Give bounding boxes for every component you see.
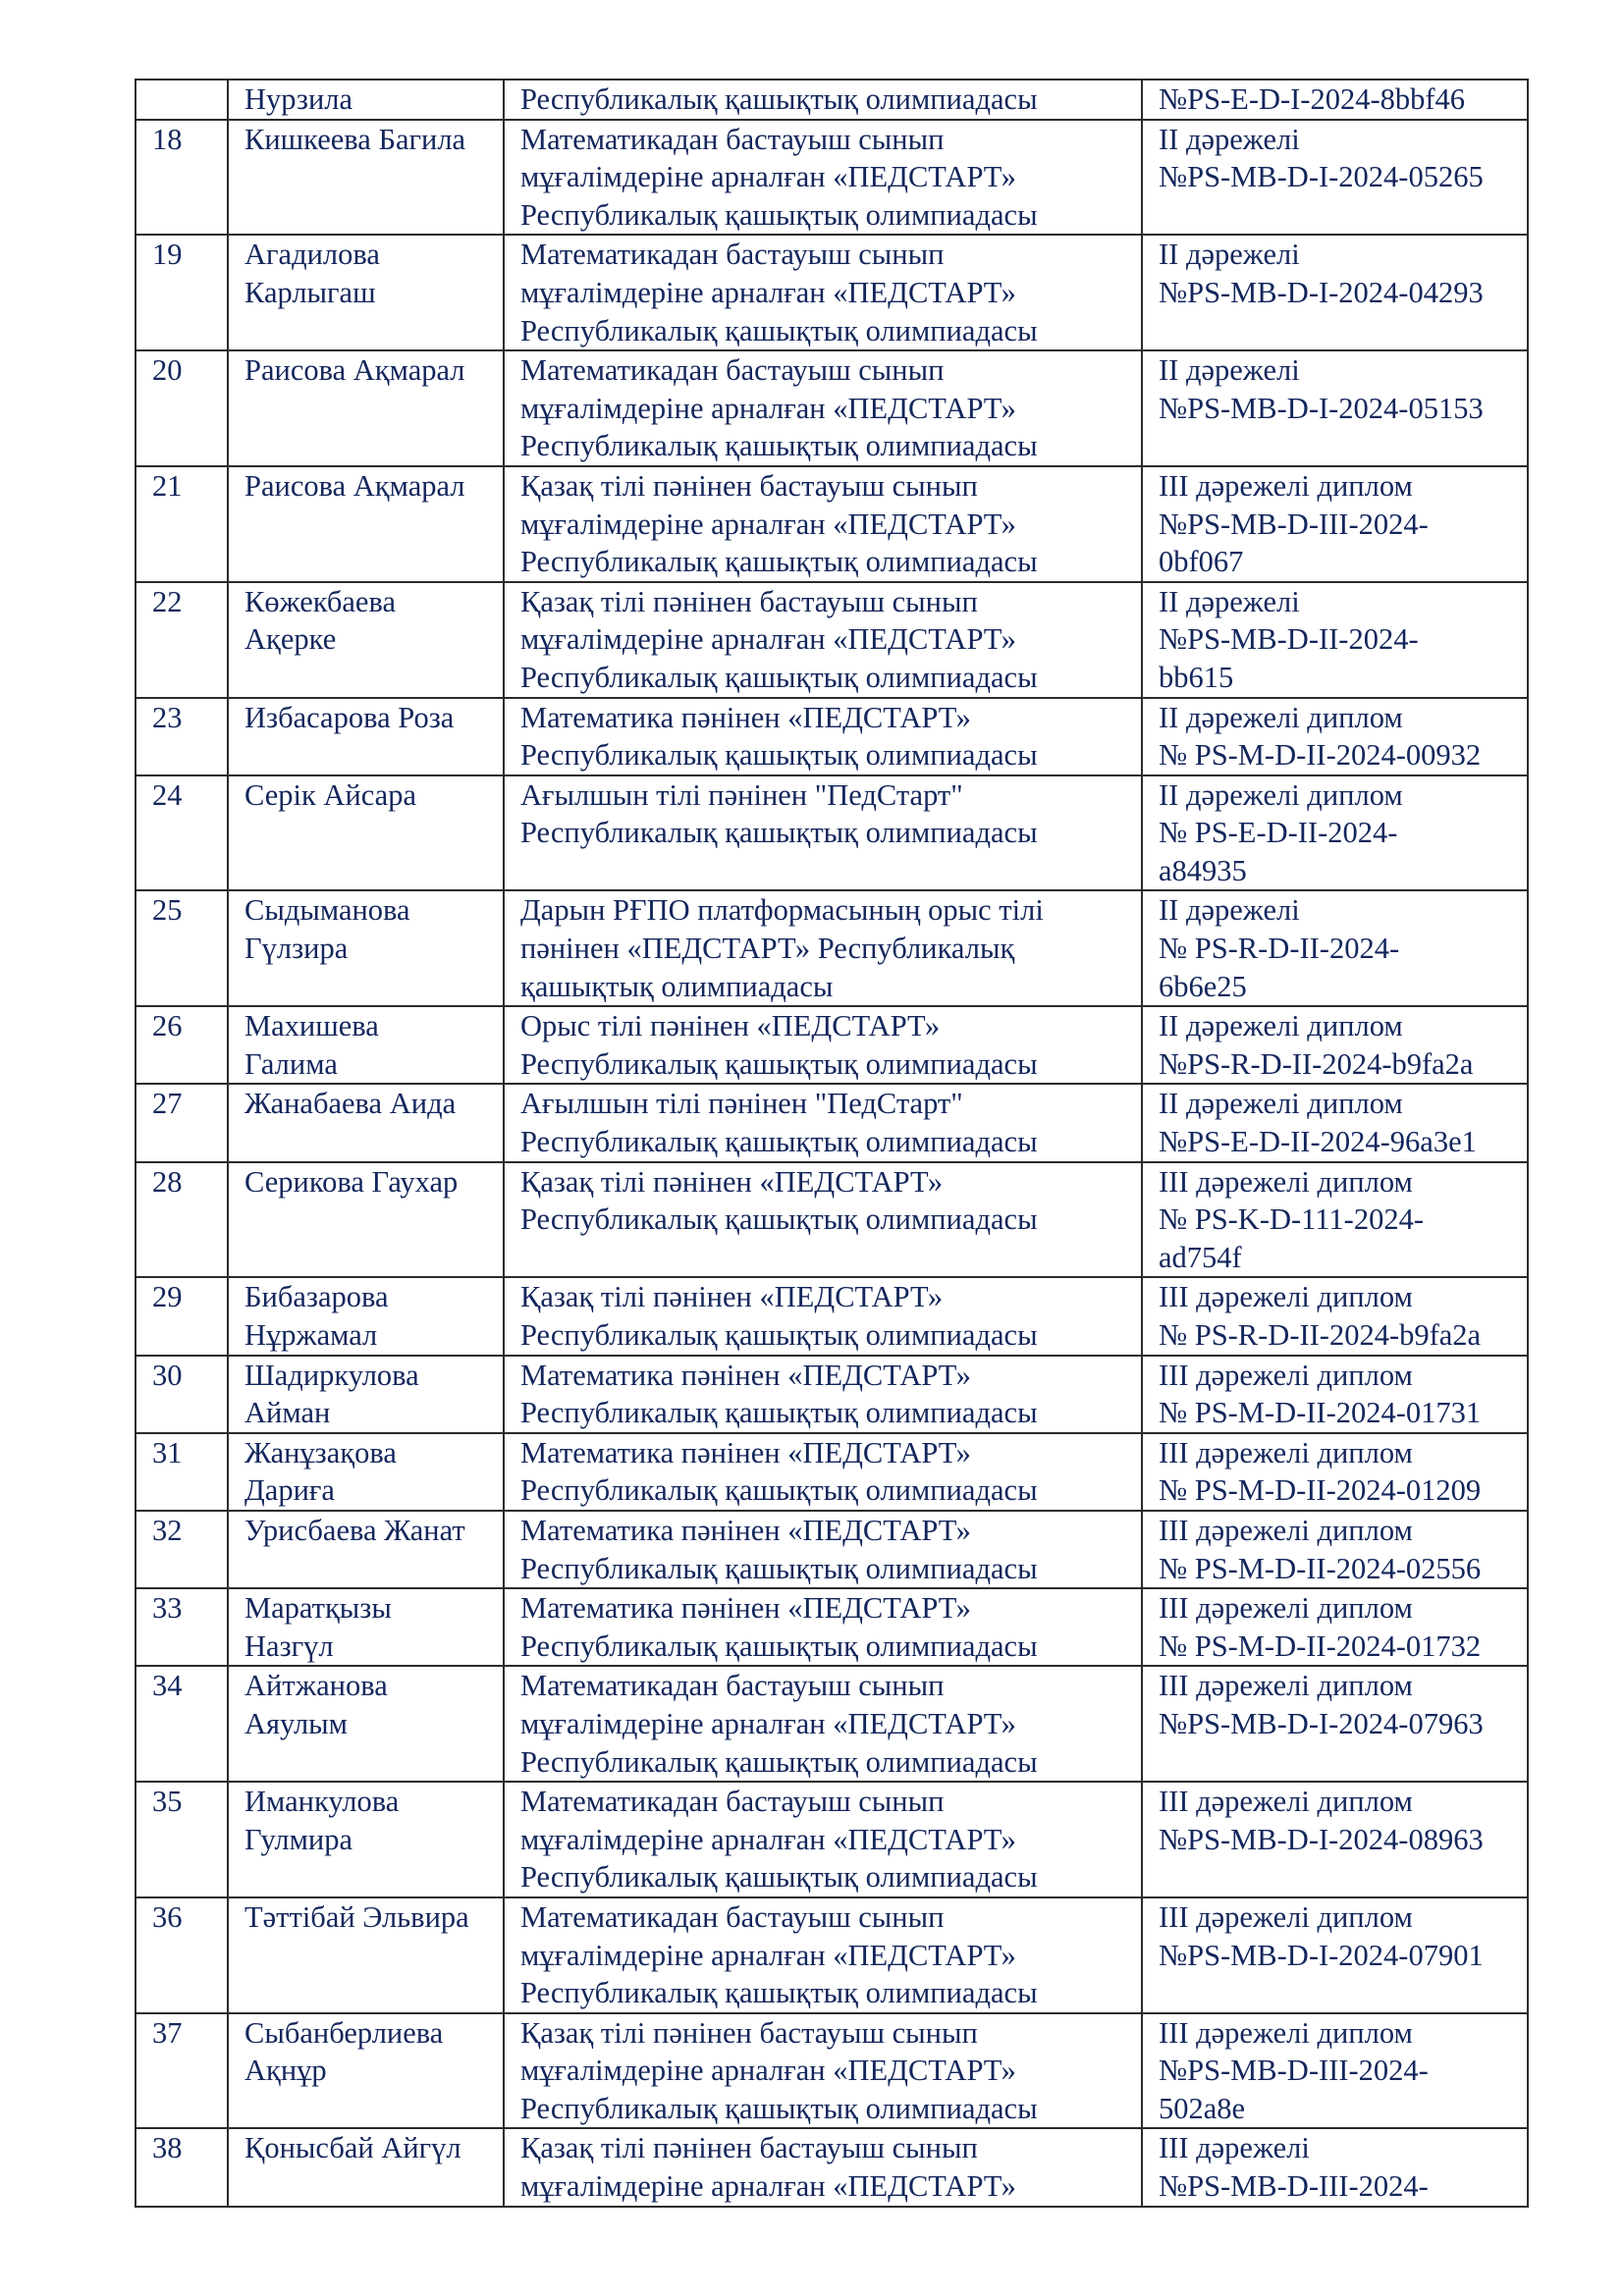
table-row <box>135 1897 1528 2013</box>
olympiad-title-line: Математикадан бастауыш сынып <box>520 122 945 156</box>
participant-name-line: Серік Айсара <box>244 777 417 812</box>
row-number: 34 <box>152 1669 183 1703</box>
participant-name-line: Урисбаева Жанат <box>244 1513 465 1547</box>
award-diploma-line: III дәрежелі диплом <box>1159 468 1413 503</box>
olympiad-title-line: Орыс тілі пәнінен «ПЕДСТАРТ» <box>520 1009 941 1043</box>
table-row <box>135 1277 1528 1355</box>
participant-name-line: Гүлзира <box>244 932 349 966</box>
award-diploma-cell <box>1142 1006 1528 1084</box>
award-diploma-line: №PS-MB-D-III-2024- <box>1159 507 1429 541</box>
row-number: 18 <box>152 122 183 156</box>
participant-name-line: Жанұзақова <box>244 1435 397 1469</box>
participant-name-line: Көжекбаева <box>244 584 396 618</box>
table-row <box>135 235 1528 350</box>
award-diploma-line: №PS-MB-D-I-2024-07963 <box>1159 1706 1484 1740</box>
row-number-cell <box>135 1084 228 1161</box>
participant-name-line: Гулмира <box>244 1822 353 1856</box>
row-number-cell <box>135 120 228 236</box>
participant-name-line: Серикова Гаухар <box>244 1164 459 1199</box>
award-diploma-line: III дәрежелі диплом <box>1159 1164 1413 1199</box>
olympiad-title-line: Математикадан бастауыш сынып <box>520 1785 945 1819</box>
olympiad-title-line: Математика пәнінен «ПЕДСТАРТ» <box>520 1358 971 1392</box>
participant-name-cell <box>228 1897 504 2013</box>
row-number-cell <box>135 582 228 698</box>
award-diploma-cell <box>1142 235 1528 350</box>
olympiad-title-line: мұғалімдеріне арналған «ПЕДСТАРТ» <box>520 1938 1016 1972</box>
award-diploma-line: III дәрежелі диплом <box>1159 2015 1413 2050</box>
olympiad-title-cell <box>504 1897 1142 2013</box>
table-row <box>135 1511 1528 1588</box>
olympiad-title-cell <box>504 1433 1142 1511</box>
row-number: 33 <box>152 1591 183 1626</box>
olympiad-title-line: Республикалық қашықтық олимпиадасы <box>520 1318 1038 1352</box>
participant-name-cell <box>228 80 504 120</box>
participant-name-cell <box>228 235 504 350</box>
row-number-cell <box>135 466 228 582</box>
table-row <box>135 1006 1528 1084</box>
row-number-cell <box>135 890 228 1006</box>
award-diploma-cell <box>1142 466 1528 582</box>
olympiad-title-line: Республикалық қашықтық олимпиадасы <box>520 1396 1038 1430</box>
row-number-cell <box>135 1588 228 1666</box>
award-diploma-cell <box>1142 1588 1528 1666</box>
award-diploma-cell <box>1142 1511 1528 1588</box>
award-diploma-line: №PS-MB-D-I-2024-04293 <box>1159 275 1484 309</box>
row-number-cell <box>135 2013 228 2129</box>
award-diploma-line: № PS-R-D-II-2024-b9fa2a <box>1159 1318 1482 1352</box>
award-diploma-line: № PS-M-D-II-2024-02556 <box>1159 1551 1482 1585</box>
olympiad-title-line: мұғалімдеріне арналған «ПЕДСТАРТ» <box>520 1822 1016 1856</box>
award-diploma-line: 0bf067 <box>1159 545 1244 579</box>
olympiad-title-cell <box>504 1006 1142 1084</box>
award-diploma-line: №PS-MB-D-I-2024-07901 <box>1159 1938 1484 1972</box>
participant-name-cell <box>228 1162 504 1278</box>
olympiad-title-cell <box>504 1277 1142 1355</box>
olympiad-title-line: Ағылшын тілі пәнінен "ПедСтарт" <box>520 777 963 812</box>
participant-name-line: Айтжанова <box>244 1669 388 1703</box>
participant-name-cell <box>228 1782 504 1897</box>
olympiad-title-line: Республикалық қашықтық олимпиадасы <box>520 2091 1038 2125</box>
olympiad-title-line: Қазақ тілі пәнінен «ПЕДСТАРТ» <box>520 1164 944 1199</box>
olympiad-title-line: Математика пәнінен «ПЕДСТАРТ» <box>520 1435 971 1469</box>
olympiad-title-cell <box>504 1511 1142 1588</box>
award-diploma-line: III дәрежелі диплом <box>1159 1280 1413 1314</box>
award-diploma-line: №PS-R-D-II-2024-b9fa2a <box>1159 1046 1474 1081</box>
participant-name-line: Ақерке <box>244 622 337 657</box>
award-diploma-line: III дәрежелі <box>1159 2131 1310 2165</box>
participant-name-cell <box>228 1084 504 1161</box>
olympiad-title-line: пәнінен «ПЕДСТАРТ» Республикалық <box>520 932 1015 966</box>
participant-name-cell <box>228 698 504 775</box>
participant-name-line: Нұржамал <box>244 1318 378 1352</box>
row-number: 35 <box>152 1785 183 1819</box>
row-number: 27 <box>152 1087 183 1121</box>
award-diploma-cell <box>1142 1356 1528 1433</box>
olympiad-title-line: Республикалық қашықтық олимпиадасы <box>520 816 1038 850</box>
olympiad-title-line: Республикалық қашықтық олимпиадасы <box>520 1046 1038 1081</box>
award-diploma-line: II дәрежелі диплом <box>1159 1087 1403 1121</box>
award-diploma-line: № PS-R-D-II-2024- <box>1159 932 1400 966</box>
award-diploma-cell <box>1142 890 1528 1006</box>
table-row <box>135 2128 1528 2206</box>
olympiad-title-line: Республикалық қашықтық олимпиадасы <box>520 1473 1038 1508</box>
table-row <box>135 890 1528 1006</box>
award-diploma-line: ad754f <box>1159 1240 1242 1274</box>
olympiad-title-line: Ағылшын тілі пәнінен "ПедСтарт" <box>520 1087 963 1121</box>
olympiad-title-cell <box>504 2013 1142 2129</box>
participant-name-line: Айман <box>244 1396 331 1430</box>
row-number: 20 <box>152 353 183 388</box>
table-row <box>135 80 1528 120</box>
award-diploma-cell <box>1142 1084 1528 1161</box>
award-diploma-line: III дәрежелі диплом <box>1159 1591 1413 1626</box>
row-number: 30 <box>152 1358 183 1392</box>
award-diploma-line: №PS-MB-D-III-2024- <box>1159 2169 1429 2204</box>
row-number-cell <box>135 350 228 466</box>
table-row <box>135 1162 1528 1278</box>
olympiad-title-cell <box>504 1588 1142 1666</box>
olympiad-title-line: қашықтық олимпиадасы <box>520 969 834 1003</box>
participant-name-line: Шадиркулова <box>244 1358 419 1392</box>
award-diploma-line: a84935 <box>1159 853 1247 887</box>
row-number: 21 <box>152 468 183 503</box>
table-row <box>135 1356 1528 1433</box>
participant-name-line: Раисова Ақмарал <box>244 353 465 388</box>
participant-name-cell <box>228 1356 504 1433</box>
row-number-cell <box>135 1006 228 1084</box>
olympiad-title-line: Республикалық қашықтық олимпиадасы <box>520 313 1038 347</box>
table-row <box>135 775 1528 891</box>
award-diploma-cell <box>1142 1162 1528 1278</box>
award-diploma-line: III дәрежелі диплом <box>1159 1669 1413 1703</box>
row-number: 31 <box>152 1435 183 1469</box>
row-number: 29 <box>152 1280 183 1314</box>
olympiad-title-cell <box>504 2128 1142 2206</box>
participant-name-line: Галима <box>244 1046 338 1081</box>
row-number-cell <box>135 235 228 350</box>
olympiad-title-line: Республикалық қашықтық олимпиадасы <box>520 82 1038 116</box>
award-diploma-cell <box>1142 582 1528 698</box>
olympiad-title-line: Республикалық қашықтық олимпиадасы <box>520 197 1038 232</box>
award-diploma-cell <box>1142 1277 1528 1355</box>
olympiad-title-line: Математика пәнінен «ПЕДСТАРТ» <box>520 700 971 734</box>
participant-name-cell <box>228 1511 504 1588</box>
row-number: 36 <box>152 1899 183 1934</box>
row-number: 37 <box>152 2015 183 2050</box>
row-number: 25 <box>152 893 183 928</box>
olympiad-title-line: мұғалімдеріне арналған «ПЕДСТАРТ» <box>520 391 1016 425</box>
olympiad-title-line: Республикалық қашықтық олимпиадасы <box>520 660 1038 694</box>
olympiad-title-cell <box>504 1084 1142 1161</box>
olympiad-title-cell <box>504 1356 1142 1433</box>
participant-name-line: Кишкеева Багила <box>244 122 466 156</box>
award-diploma-line: 502a8e <box>1159 2091 1246 2125</box>
table-row <box>135 1588 1528 1666</box>
row-number: 38 <box>152 2131 183 2165</box>
participant-name-line: Избасарова Роза <box>244 700 455 734</box>
participant-name-cell <box>228 350 504 466</box>
olympiad-title-cell <box>504 1666 1142 1782</box>
row-number-cell <box>135 1897 228 2013</box>
olympiad-title-line: Математикадан бастауыш сынып <box>520 1669 945 1703</box>
row-number-cell <box>135 1666 228 1782</box>
participant-name-line: Нурзила <box>244 82 353 116</box>
participant-name-line: Сыдыманова <box>244 893 410 928</box>
table-row <box>135 1084 1528 1161</box>
award-diploma-line: 6b6e25 <box>1159 969 1247 1003</box>
award-diploma-line: II дәрежелі <box>1159 238 1300 272</box>
olympiad-title-cell <box>504 890 1142 1006</box>
olympiad-title-line: Қазақ тілі пәнінен бастауыш сынып <box>520 584 978 618</box>
olympiad-title-line: мұғалімдеріне арналған «ПЕДСТАРТ» <box>520 2054 1016 2088</box>
award-diploma-line: III дәрежелі диплом <box>1159 1899 1413 1934</box>
olympiad-title-cell <box>504 582 1142 698</box>
olympiad-title-line: Қазақ тілі пәнінен бастауыш сынып <box>520 2015 978 2050</box>
row-number: 26 <box>152 1009 183 1043</box>
olympiad-title-line: мұғалімдеріне арналған «ПЕДСТАРТ» <box>520 622 1016 657</box>
row-number: 28 <box>152 1164 183 1199</box>
award-diploma-cell <box>1142 1782 1528 1897</box>
participant-name-cell <box>228 1006 504 1084</box>
table-row <box>135 120 1528 236</box>
row-number-cell <box>135 698 228 775</box>
row-number-cell <box>135 1511 228 1588</box>
olympiad-title-cell <box>504 120 1142 236</box>
table-row <box>135 2013 1528 2129</box>
award-diploma-line: bb615 <box>1159 660 1234 694</box>
olympiad-title-line: мұғалімдеріне арналған «ПЕДСТАРТ» <box>520 507 1016 541</box>
olympiad-title-line: Қазақ тілі пәнінен бастауыш сынып <box>520 2131 978 2165</box>
olympiad-title-line: Республикалық қашықтық олимпиадасы <box>520 1125 1038 1159</box>
award-diploma-line: II дәрежелі <box>1159 584 1300 618</box>
olympiad-title-line: Дарын РҒПО платформасының орыс тілі <box>520 893 1044 928</box>
olympiad-title-cell <box>504 235 1142 350</box>
olympiad-title-line: Республикалық қашықтық олимпиадасы <box>520 738 1038 773</box>
award-diploma-line: № PS-M-D-II-2024-00932 <box>1159 738 1482 773</box>
olympiad-title-line: Республикалық қашықтық олимпиадасы <box>520 429 1038 463</box>
award-diploma-cell <box>1142 698 1528 775</box>
participant-name-line: Бибазарова <box>244 1280 389 1314</box>
participant-name-line: Сыбанберлиева <box>244 2015 444 2050</box>
olympiad-title-line: мұғалімдеріне арналған «ПЕДСТАРТ» <box>520 1706 1016 1740</box>
participant-name-line: Раисова Ақмарал <box>244 468 465 503</box>
olympiad-title-line: Республикалық қашықтық олимпиадасы <box>520 1860 1038 1895</box>
participant-name-cell <box>228 2013 504 2129</box>
olympiad-title-line: Республикалық қашықтық олимпиадасы <box>520 1976 1038 2010</box>
row-number: 32 <box>152 1513 183 1547</box>
table-row <box>135 1782 1528 1897</box>
row-number-cell <box>135 80 228 120</box>
participant-name-line: Назгүл <box>244 1629 334 1663</box>
row-number-cell <box>135 1356 228 1433</box>
table-row <box>135 582 1528 698</box>
award-diploma-cell <box>1142 1433 1528 1511</box>
participant-name-line: Жанабаева Аида <box>244 1087 457 1121</box>
participant-name-line: Агадилова <box>244 238 380 272</box>
award-diploma-cell <box>1142 80 1528 120</box>
participant-name-cell <box>228 466 504 582</box>
award-diploma-cell <box>1142 350 1528 466</box>
olympiad-title-line: Республикалық қашықтық олимпиадасы <box>520 1202 1038 1237</box>
participant-name-line: Карлыгаш <box>244 275 376 309</box>
award-diploma-line: № PS-M-D-II-2024-01731 <box>1159 1396 1482 1430</box>
award-diploma-line: №PS-MB-D-III-2024- <box>1159 2054 1429 2088</box>
award-diploma-cell <box>1142 775 1528 891</box>
olympiad-title-line: Республикалық қашықтық олимпиадасы <box>520 1629 1038 1663</box>
award-table-body <box>135 80 1528 2207</box>
olympiad-title-line: Математика пәнінен «ПЕДСТАРТ» <box>520 1513 971 1547</box>
row-number-cell <box>135 1782 228 1897</box>
olympiad-title-line: мұғалімдеріне арналған «ПЕДСТАРТ» <box>520 160 1016 194</box>
award-diploma-cell <box>1142 2128 1528 2206</box>
table-row <box>135 1433 1528 1511</box>
row-number-cell <box>135 1433 228 1511</box>
olympiad-title-cell <box>504 350 1142 466</box>
participant-name-cell <box>228 890 504 1006</box>
row-number-cell <box>135 1277 228 1355</box>
award-diploma-line: №PS-MB-D-I-2024-05153 <box>1159 391 1484 425</box>
participant-name-line: Ақнұр <box>244 2054 327 2088</box>
olympiad-title-line: мұғалімдеріне арналған «ПЕДСТАРТ» <box>520 2169 1016 2204</box>
award-diploma-line: II дәрежелі диплом <box>1159 777 1403 812</box>
participant-name-line: Қонысбай Айгүл <box>244 2131 461 2165</box>
award-diploma-line: III дәрежелі диплом <box>1159 1435 1413 1469</box>
olympiad-title-line: Қазақ тілі пәнінен бастауыш сынып <box>520 468 978 503</box>
olympiad-title-line: Республикалық қашықтық олимпиадасы <box>520 1551 1038 1585</box>
participant-name-cell <box>228 2128 504 2206</box>
award-diploma-line: II дәрежелі <box>1159 893 1300 928</box>
table-row <box>135 350 1528 466</box>
award-diploma-line: № PS-K-D-111-2024- <box>1159 1202 1424 1237</box>
row-number: 22 <box>152 584 183 618</box>
row-number-cell <box>135 775 228 891</box>
olympiad-title-cell <box>504 698 1142 775</box>
olympiad-title-line: Математикадан бастауыш сынып <box>520 353 945 388</box>
olympiad-title-cell <box>504 1162 1142 1278</box>
olympiad-title-cell <box>504 1782 1142 1897</box>
award-diploma-cell <box>1142 120 1528 236</box>
row-number: 19 <box>152 238 183 272</box>
participant-name-cell <box>228 1666 504 1782</box>
award-diploma-line: II дәрежелі диплом <box>1159 1009 1403 1043</box>
row-number-cell <box>135 2128 228 2206</box>
participant-name-cell <box>228 1277 504 1355</box>
olympiad-title-line: Республикалық қашықтық олимпиадасы <box>520 545 1038 579</box>
award-diploma-line: №PS-E-D-I-2024-8bbf46 <box>1159 82 1466 116</box>
participant-name-line: Махишева <box>244 1009 379 1043</box>
participant-name-cell <box>228 1588 504 1666</box>
table-row <box>135 698 1528 775</box>
participant-name-line: Иманкулова <box>244 1785 400 1819</box>
olympiad-title-cell <box>504 466 1142 582</box>
participant-name-cell <box>228 775 504 891</box>
award-diploma-cell <box>1142 1666 1528 1782</box>
participant-name-cell <box>228 582 504 698</box>
award-diploma-cell <box>1142 1897 1528 2013</box>
award-diploma-line: № PS-M-D-II-2024-01209 <box>1159 1473 1482 1508</box>
award-table <box>135 79 1529 2208</box>
award-diploma-line: № PS-M-D-II-2024-01732 <box>1159 1629 1482 1663</box>
award-diploma-line: III дәрежелі диплом <box>1159 1785 1413 1819</box>
row-number: 24 <box>152 777 183 812</box>
participant-name-line: Дариға <box>244 1473 335 1508</box>
award-diploma-line: № PS-E-D-II-2024- <box>1159 816 1398 850</box>
olympiad-title-line: мұғалімдеріне арналған «ПЕДСТАРТ» <box>520 275 1016 309</box>
participant-name-line: Аяулым <box>244 1706 348 1740</box>
olympiad-title-cell <box>504 80 1142 120</box>
participant-name-cell <box>228 120 504 236</box>
award-diploma-line: III дәрежелі диплом <box>1159 1513 1413 1547</box>
participant-name-line: Тәттібай Эльвира <box>244 1899 469 1934</box>
olympiad-title-line: Математикадан бастауыш сынып <box>520 1899 945 1934</box>
award-diploma-line: II дәрежелі диплом <box>1159 700 1403 734</box>
table-row <box>135 466 1528 582</box>
olympiad-title-line: Республикалық қашықтық олимпиадасы <box>520 1744 1038 1779</box>
row-number: 23 <box>152 700 183 734</box>
olympiad-title-cell <box>504 775 1142 891</box>
olympiad-title-line: Математикадан бастауыш сынып <box>520 238 945 272</box>
olympiad-title-line: Қазақ тілі пәнінен «ПЕДСТАРТ» <box>520 1280 944 1314</box>
award-diploma-line: №PS-E-D-II-2024-96a3e1 <box>1159 1125 1477 1159</box>
table-row <box>135 1666 1528 1782</box>
award-diploma-cell <box>1142 2013 1528 2129</box>
award-diploma-line: II дәрежелі <box>1159 122 1300 156</box>
participant-name-cell <box>228 1433 504 1511</box>
award-diploma-line: III дәрежелі диплом <box>1159 1358 1413 1392</box>
olympiad-title-line: Математика пәнінен «ПЕДСТАРТ» <box>520 1591 971 1626</box>
award-diploma-line: №PS-MB-D-I-2024-05265 <box>1159 160 1484 194</box>
award-diploma-line: II дәрежелі <box>1159 353 1300 388</box>
row-number-cell <box>135 1162 228 1278</box>
award-diploma-line: №PS-MB-D-I-2024-08963 <box>1159 1822 1484 1856</box>
award-diploma-line: №PS-MB-D-II-2024- <box>1159 622 1419 657</box>
participant-name-line: Маратқызы <box>244 1591 392 1626</box>
